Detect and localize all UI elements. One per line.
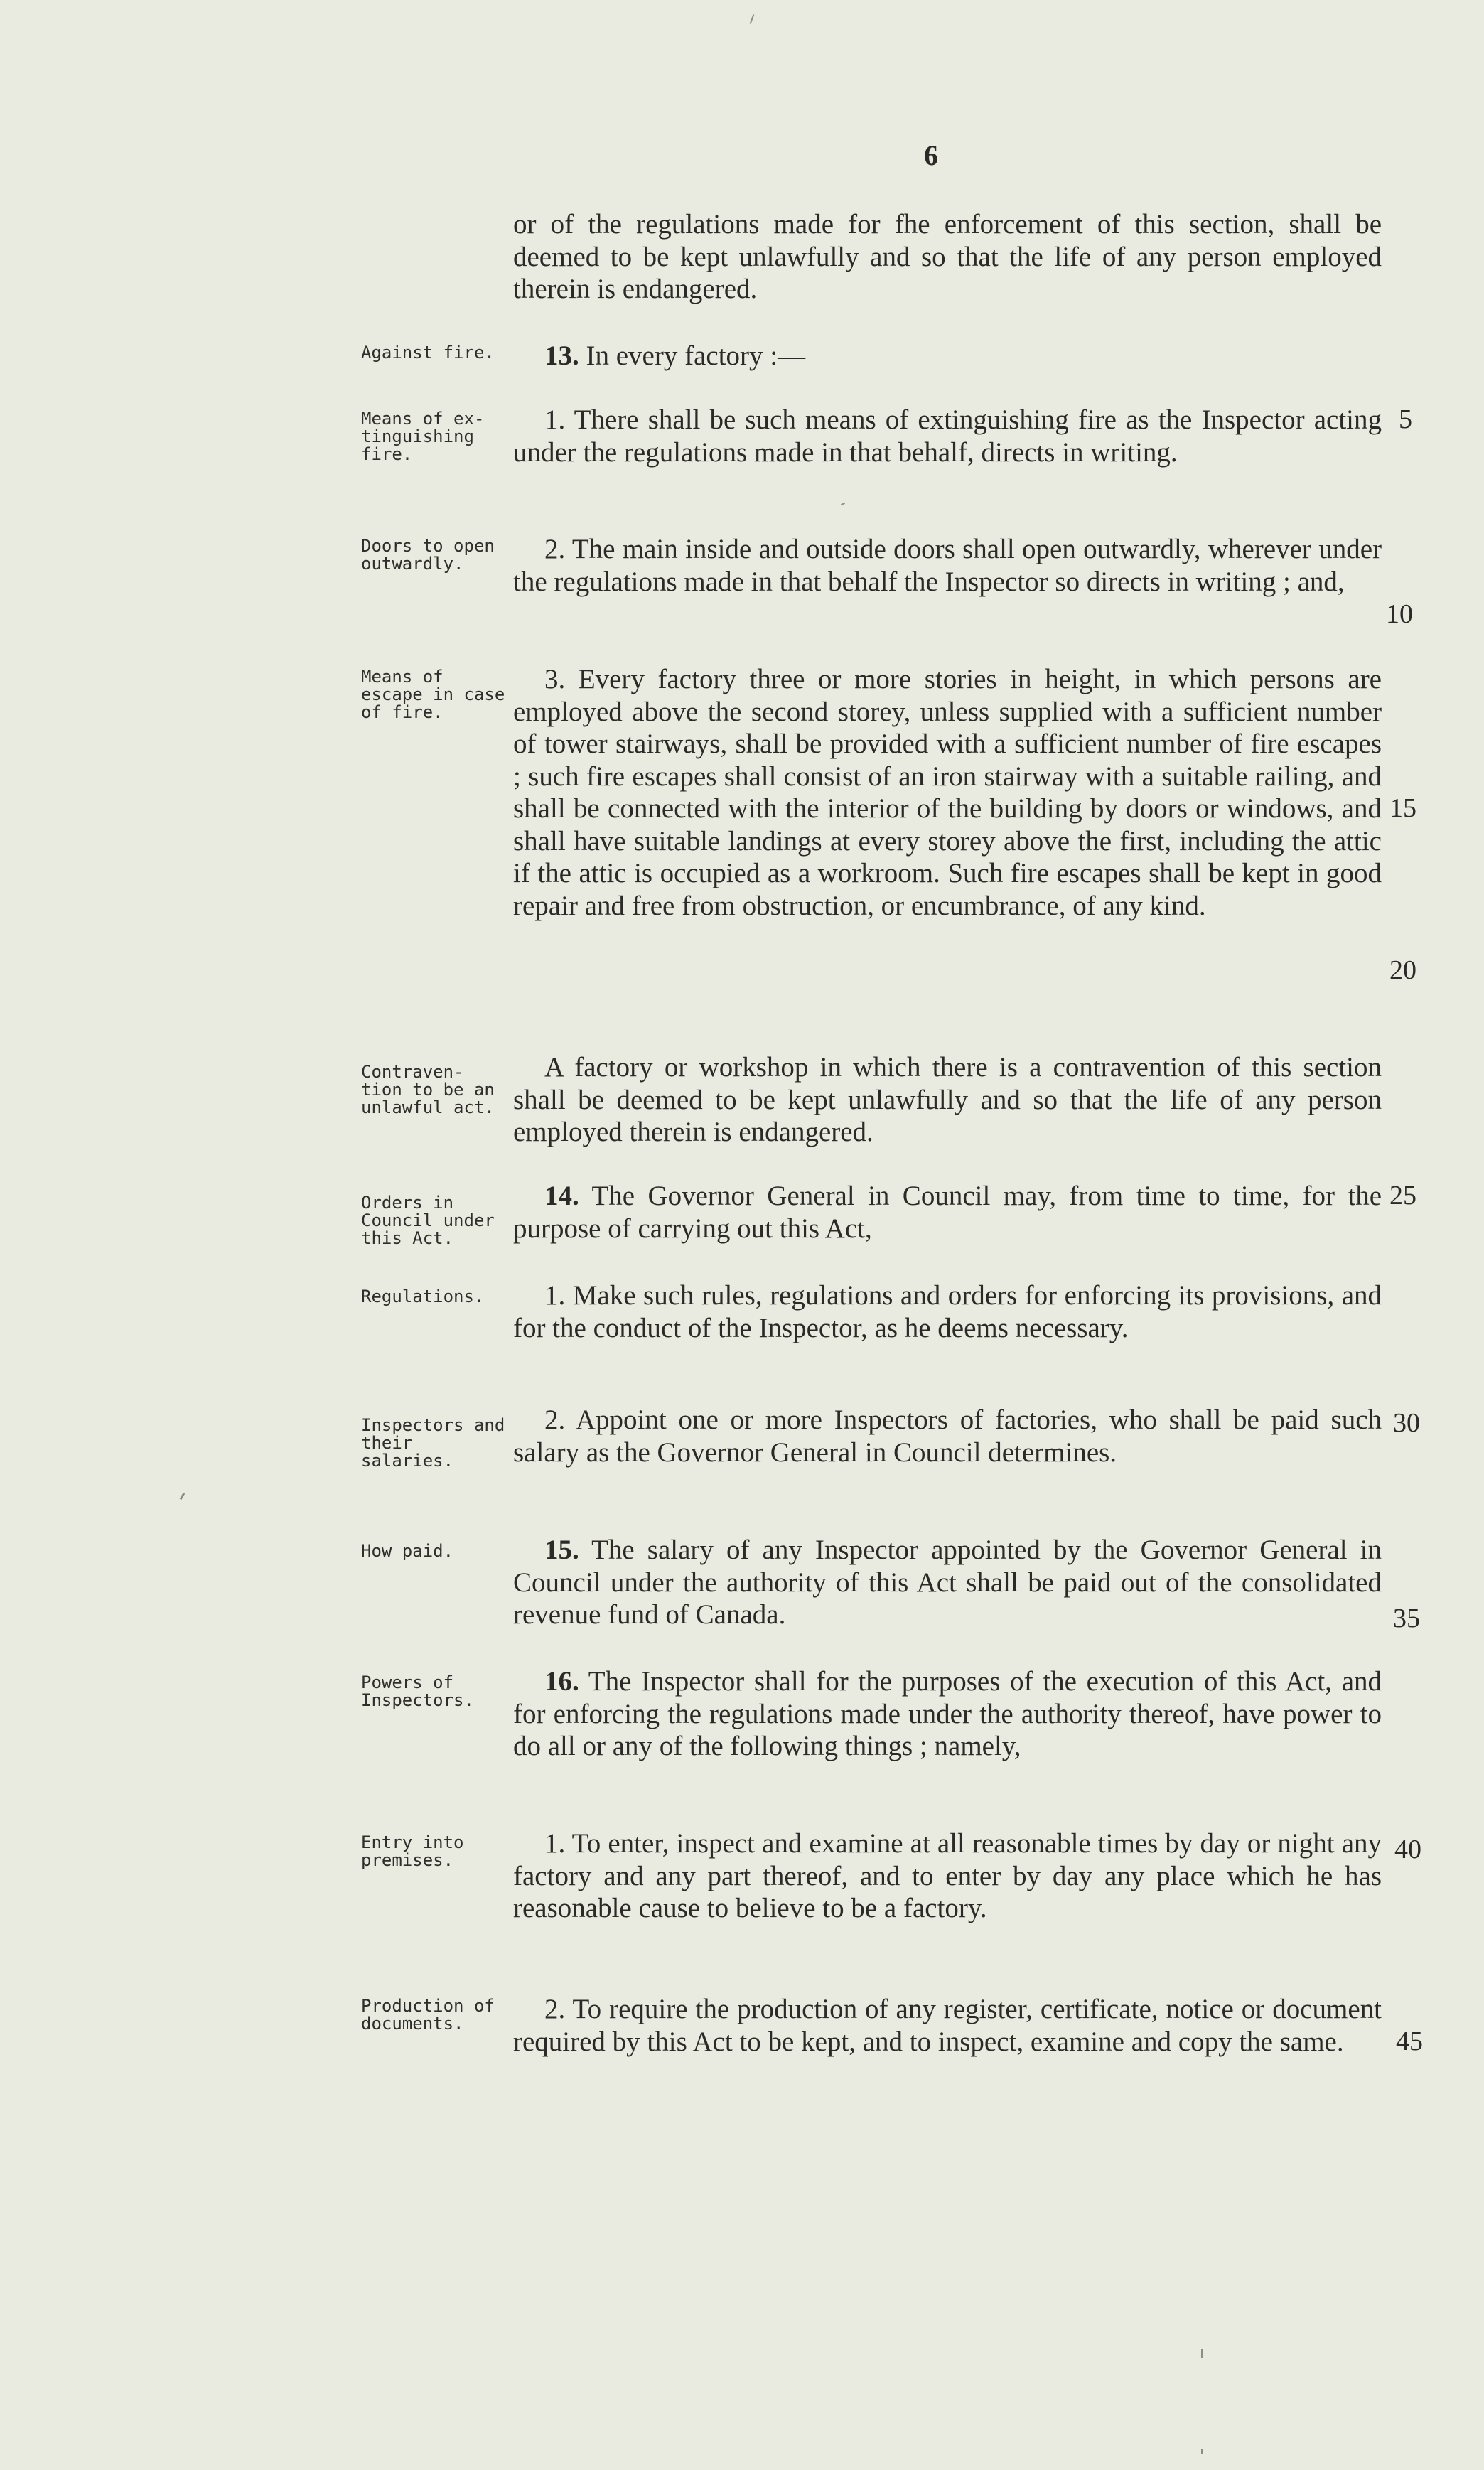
paper-mark [180, 1493, 186, 1500]
line-number-25: 25 [1389, 1181, 1416, 1210]
section-14-clause-1: 1. Make such rules, regulations and orders for enforcing its provisions, and for the conduct of the Inspector, as he deems necessary. [513, 1280, 1382, 1343]
page-number: 6 [924, 139, 939, 171]
section-16-number: 16. [544, 1666, 579, 1697]
margin-note-how-paid: How paid. [361, 1541, 454, 1561]
section-14-heading [513, 1180, 1382, 1245]
paragraph-continuation: or of the regulations made for fhe enforcement of this section, shall be deemed to be kept unlawfully and so that the life of any person employed therein is endangered. [513, 209, 1382, 304]
section-13-text: In every factory :— [586, 340, 806, 371]
margin-note-against-fire: Against fire. [361, 343, 495, 363]
section-13-clause-3: 3. Every factory three or more stories in height, in which persons are employed above the second storey, unless supplied with a sufficient number of tower stairways, shall be provided with a sufficient number of fire escapes ; such fire escapes shall consist of an iron stairway with a suitable railing, and shall be connected with the interior of the building by doors or windows, and shall have suitable landings at every storey above the first, including the attic if the attic is occupied as a workroom. Such fire escapes shall be kept in good repair and free from obstruction, or encumbrance, of any kind. [513, 664, 1382, 921]
section-13-heading [513, 340, 1382, 372]
margin-note-inspectors-salaries: Inspectors and their salaries. [361, 1415, 505, 1471]
section-13-clause-1: 1. There shall be such means of extinguishing fire as the Inspector acting under the regulations made in that behalf, directs in writing. [513, 404, 1382, 468]
section-13-number: 13. [544, 340, 579, 371]
section-14-text: The Governor General in Council may, from time to time, for the purpose of carrying out this Act, [513, 1181, 1382, 1244]
margin-note-powers-inspectors: Powers of Inspectors. [361, 1672, 474, 1710]
margin-note-orders-council: Orders in Council under this Act. [361, 1193, 495, 1248]
section-16-text: The Inspector shall for the purposes of the execution of this Act, and for enforcing the regulations made under the authority thereof, have power to do all or any of the following things ; namely, [513, 1666, 1382, 1761]
section-16-clause-1: 1. To enter, inspect and examine at all reasonable times by day or night any factory and any part thereof, and to enter by day any place which he has reasonable cause to believe to be a factory. [513, 1828, 1382, 1923]
line-number-10: 10 [1386, 599, 1413, 629]
paper-mark [841, 503, 845, 506]
section-16 [513, 1665, 1382, 1763]
margin-note-doors-open: Doors to open outwardly. [361, 536, 495, 574]
margin-note-regulations: Regulations. [361, 1287, 485, 1306]
line-number-40: 40 [1394, 1835, 1421, 1864]
margin-note-production-documents: Production of documents. [361, 1996, 495, 2034]
margin-note-means-extinguishing: Means of ex- tinguishing fire. [361, 409, 485, 464]
section-14-clause-2: 2. Appoint one or more Inspectors of factories, who shall be paid such salary as the Governor General in Council determines. [513, 1405, 1382, 1468]
line-number-45: 45 [1396, 2026, 1423, 2056]
paper-mark [1201, 2449, 1203, 2454]
section-15-text: The salary of any Inspector appointed by the Governor General in Council under the authority of this Act shall be paid out of the consolidated revenue fund of Canada. [513, 1535, 1382, 1630]
section-14-number: 14. [544, 1181, 579, 1211]
line-number-20: 20 [1389, 955, 1416, 985]
line-number-15: 15 [1389, 793, 1416, 823]
line-number-35: 35 [1393, 1604, 1420, 1633]
section-15 [513, 1534, 1382, 1631]
margin-note-contravention: Contraven- tion to be an unlawful act. [361, 1062, 495, 1117]
paper-mark [1201, 2349, 1203, 2358]
line-number-5: 5 [1399, 404, 1412, 434]
paper-mark [750, 14, 755, 24]
line-number-30: 30 [1393, 1408, 1420, 1438]
section-13-clause-2: 2. The main inside and outside doors shall open outwardly, wherever under the regulations made in that behalf the Inspector so directs in writing ; and, [513, 534, 1382, 597]
margin-note-means-escape: Means of escape in case of fire. [361, 667, 505, 722]
section-13-contravention: A factory or workshop in which there is a contravention of this section shall be deemed to be kept unlawfully and so that the life of any person employed therein is endangered. [513, 1052, 1382, 1147]
section-15-number: 15. [544, 1535, 579, 1565]
margin-note-entry-premises: Entry into premises. [361, 1832, 464, 1870]
section-16-clause-2: 2. To require the production of any register, certificate, notice or document required by this Act to be kept, and to inspect, examine and copy the same. [513, 1994, 1382, 2057]
